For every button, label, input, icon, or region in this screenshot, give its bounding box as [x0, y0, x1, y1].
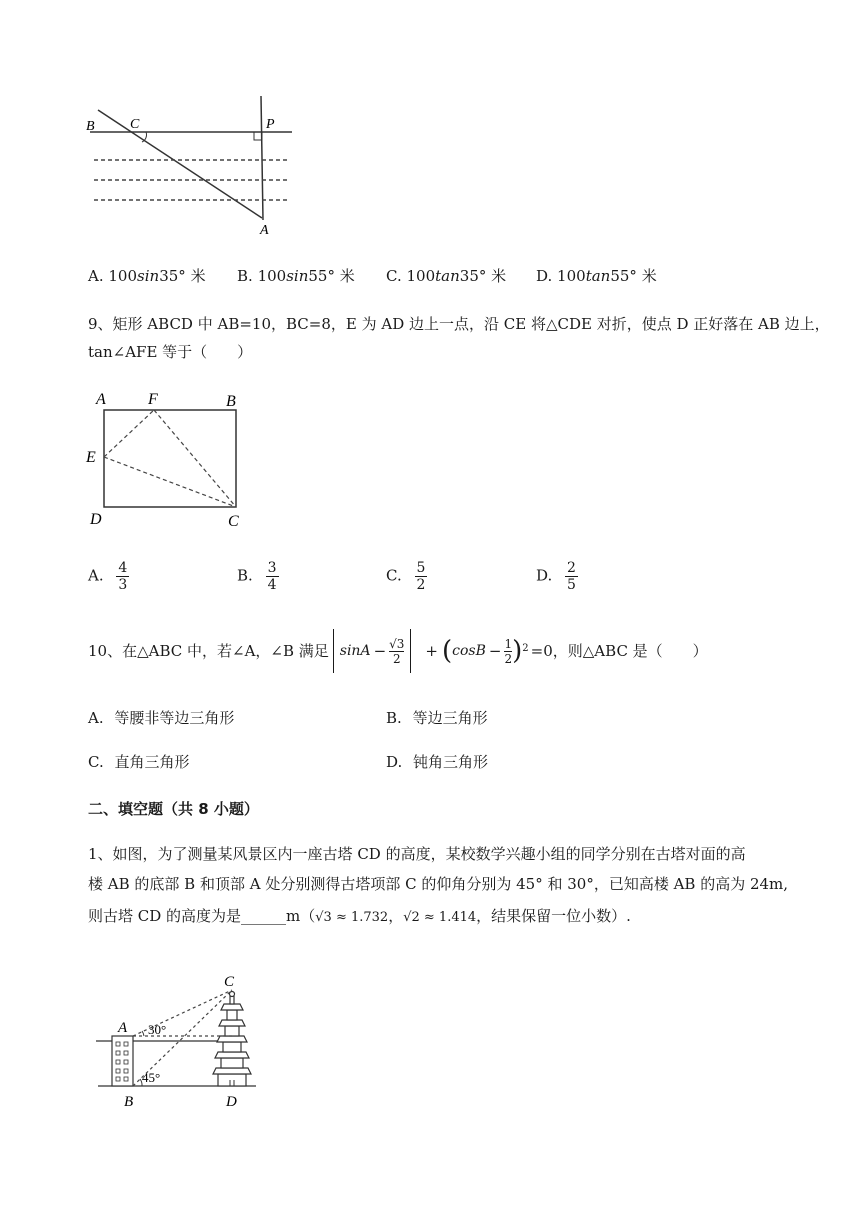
q9-label-F: F: [148, 391, 158, 408]
fill1-label-B: B: [124, 1094, 134, 1110]
q10-option-b: [386, 708, 488, 728]
option-key: B.: [237, 267, 253, 285]
fraction: [565, 560, 578, 593]
q8-label-C: C: [130, 117, 140, 132]
fill1-figure: [90, 962, 270, 1112]
fill1-text-line1: 1、如图，为了测量某风景区内一座古塔 CD 的高度，某校数学兴趣小组的同学分别在古塔对面的高: [88, 845, 746, 863]
denominator: 2: [416, 577, 426, 593]
option-key: B.: [237, 566, 253, 585]
option-value: 100: [108, 267, 138, 285]
trig-fn: tan: [585, 267, 611, 285]
q9-label-C: C: [228, 513, 239, 528]
trig-fn: sin: [286, 267, 309, 285]
angle: 55°: [610, 267, 637, 285]
numerator: 4: [118, 560, 128, 576]
q9-label-B: B: [226, 393, 236, 410]
q10-question: [88, 628, 708, 674]
trig-fn: sin: [137, 267, 160, 285]
denominator: 2: [392, 651, 401, 666]
q9-label-E: E: [86, 449, 96, 466]
option-key: D.: [386, 753, 403, 771]
option-text: 直角三角形: [114, 753, 190, 771]
q9-option-b: [237, 560, 279, 593]
separator: ，: [388, 907, 404, 925]
sqrt3-approx: √3 ≈ 1.732: [315, 910, 389, 925]
option-key: C.: [386, 267, 402, 285]
angle: 35°: [459, 267, 487, 285]
q8-label-A: A: [260, 223, 269, 238]
line3-prefix: 则古塔 CD 的高度为是______m（: [88, 907, 316, 925]
one-half: [504, 637, 512, 666]
option-text: 钝角三角形: [413, 753, 489, 771]
fill1-label-C: C: [224, 974, 235, 990]
fraction: [415, 560, 428, 593]
q8-label-B: B: [86, 119, 95, 134]
q8-option-d: [536, 266, 657, 286]
trig-fn: tan: [435, 267, 460, 285]
fill1-text-line2: 楼 AB 的底部 B 和顶部 A 处分别测得古塔项部 C 的仰角分别为 45° 和 30°，已知高楼 AB 的高为 24m,: [88, 875, 789, 893]
option-key: C.: [88, 753, 104, 771]
denominator: 4: [267, 577, 277, 593]
fill1-label-A: A: [118, 1020, 128, 1036]
angle: 35°: [159, 267, 186, 285]
unit: 米: [339, 267, 355, 285]
option-key: A.: [88, 566, 104, 585]
option-value: 100: [557, 267, 586, 285]
q9-option-c: [386, 560, 427, 593]
fraction: [266, 560, 279, 593]
sqrt3-over-2: [389, 637, 404, 666]
fill1-text-line3: [88, 906, 631, 928]
option-text: 等边三角形: [412, 709, 488, 727]
numerator: √3: [389, 636, 405, 651]
denominator: 3: [118, 577, 128, 593]
option-key: D.: [536, 566, 553, 585]
q8-figure: [80, 90, 310, 240]
angle: 55°: [308, 267, 335, 285]
fill1-angle-45: 45°: [142, 1070, 161, 1085]
option-key: D.: [536, 267, 553, 285]
q10-option-c: [88, 752, 190, 772]
option-text: 等腰非等边三角形: [114, 709, 235, 727]
q9-label-D: D: [90, 511, 102, 528]
option-value: 100: [257, 267, 287, 285]
line3-suffix: ，结果保留一位小数）.: [476, 907, 631, 925]
abs-value-expr: sinA − $\frac{√3}{2}$: [333, 629, 412, 673]
sqrt2-approx: √2 ≈ 1.414: [403, 910, 477, 925]
sin-fn: sinA: [339, 643, 371, 659]
q9-text-line1: 9、矩形 ABCD 中 AB=10，BC=8，E 为 AD 边上一点，沿 CE 将△CDE 对折，使点 D 正好落在 AB 边上，: [88, 315, 830, 333]
option-key: A.: [88, 709, 104, 727]
q8-option-c: [386, 266, 506, 286]
option-key: C.: [386, 566, 402, 585]
q10-option-d: [386, 752, 488, 772]
numerator: 5: [416, 560, 426, 576]
q10-prefix: 10、在△ABC 中，若∠A，∠B 满足: [88, 642, 329, 660]
unit: 米: [641, 267, 657, 285]
q8-label-P: P: [266, 117, 275, 132]
unit: 米: [491, 267, 507, 285]
q9-label-A: A: [96, 391, 106, 408]
q10-option-a: [88, 708, 234, 728]
q8-option-b: [237, 266, 355, 286]
option-value: 100: [406, 267, 436, 285]
option-key: B.: [386, 709, 402, 727]
q9-option-a: [88, 560, 129, 593]
pagoda: [213, 992, 251, 1087]
cos-expr: ( cosB − $\frac{1}{2}$ ) 2: [442, 636, 529, 666]
exponent: 2: [522, 642, 529, 654]
fill1-angle-30: 30°: [148, 1022, 167, 1037]
q9-option-d: [536, 560, 578, 593]
denominator: 5: [567, 577, 576, 593]
numerator: 1: [504, 636, 513, 651]
option-key: A.: [88, 267, 104, 285]
q10-suffix: =0，则△ABC 是（ ）: [530, 642, 708, 660]
fraction: [116, 560, 129, 593]
section-heading: 二、填空题（共 8 小题）: [88, 800, 259, 818]
unit: 米: [190, 267, 206, 285]
fill1-label-D: D: [226, 1094, 237, 1110]
numerator: 2: [567, 560, 576, 576]
plus-sign: +: [425, 642, 438, 660]
cos-fn: cosB: [452, 643, 486, 659]
denominator: 2: [504, 651, 513, 666]
q9-text-line2: tan∠AFE 等于（ ）: [88, 343, 253, 361]
q8-option-a: [88, 266, 206, 286]
numerator: 3: [267, 560, 277, 576]
q9-figure: [82, 388, 252, 528]
